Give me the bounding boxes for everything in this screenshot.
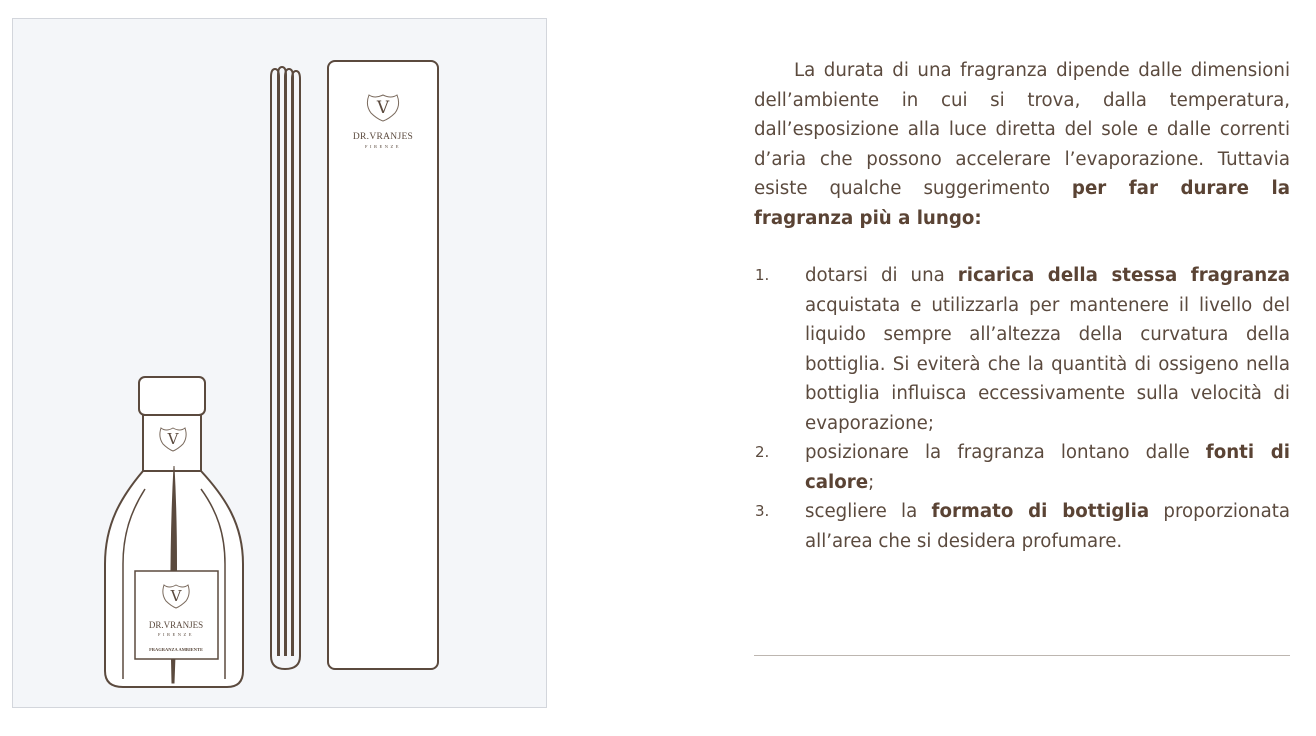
tip-text: posizionare la fragranza lontano dalle <box>805 442 1206 463</box>
neck-monogram: V <box>167 430 179 448</box>
section-divider <box>754 655 1290 656</box>
tip-text: ; <box>868 471 875 493</box>
product-illustration-panel <box>12 18 547 708</box>
label-brand-name: DR.VRANJES <box>148 620 204 630</box>
tip-text: proporzionata all’area che si desidera profumare. <box>805 501 1290 552</box>
diffuser-illustration <box>13 19 548 709</box>
tip-item <box>754 438 1290 497</box>
intro-text: La durata di una fragranza dipende dalle dimensioni dell’ambiente in cui si trova, dalla temperatura, dall’esposizione alla luce diretta del sole e dalle correnti d’aria che possono accelerare l’evaporazione. Tuttavia esiste qualche suggerimento <box>754 60 1290 199</box>
box-monogram: V <box>376 98 390 118</box>
box-outline <box>328 61 438 669</box>
tip-number: 2. <box>755 443 770 461</box>
intro-emphasis: per far durare la fragranza più a lungo: <box>754 178 1290 229</box>
box-brand-city: FIRENZE <box>365 144 401 149</box>
tip-number: 1. <box>755 266 770 284</box>
tip-text: dotarsi di una <box>805 265 958 286</box>
box-brand-name: DR.VRANJES <box>352 132 414 142</box>
label-brand-city: FIRENZE <box>158 632 194 637</box>
intro-paragraph <box>754 56 1290 233</box>
tip-item <box>754 497 1290 556</box>
tips-list <box>754 261 1290 556</box>
tip-emphasis: formato di bottiglia <box>931 501 1150 522</box>
tip-text: scegliere la <box>805 501 932 522</box>
bottle-label <box>135 571 218 659</box>
label-monogram: V <box>170 587 182 605</box>
bottle-outline <box>105 377 243 687</box>
tip-emphasis: ricarica della stessa fragranza <box>957 265 1290 286</box>
tip-text: acquistata e utilizzarla per mantenere il livello del liquido sempre all’altezza della curvatura della bottiglia. Si eviterà che la quantità di ossigeno nella bottiglia influisca eccessivamente sulla velocità di evaporazione; <box>805 294 1290 434</box>
tip-emphasis: fonti di calore <box>805 442 1291 493</box>
tip-number: 3. <box>755 502 770 520</box>
article-text <box>754 56 1290 556</box>
label-product-name: FRAGRANZA AMBIENTE <box>149 647 203 652</box>
tip-item <box>754 261 1290 438</box>
reed-sticks <box>271 67 300 669</box>
